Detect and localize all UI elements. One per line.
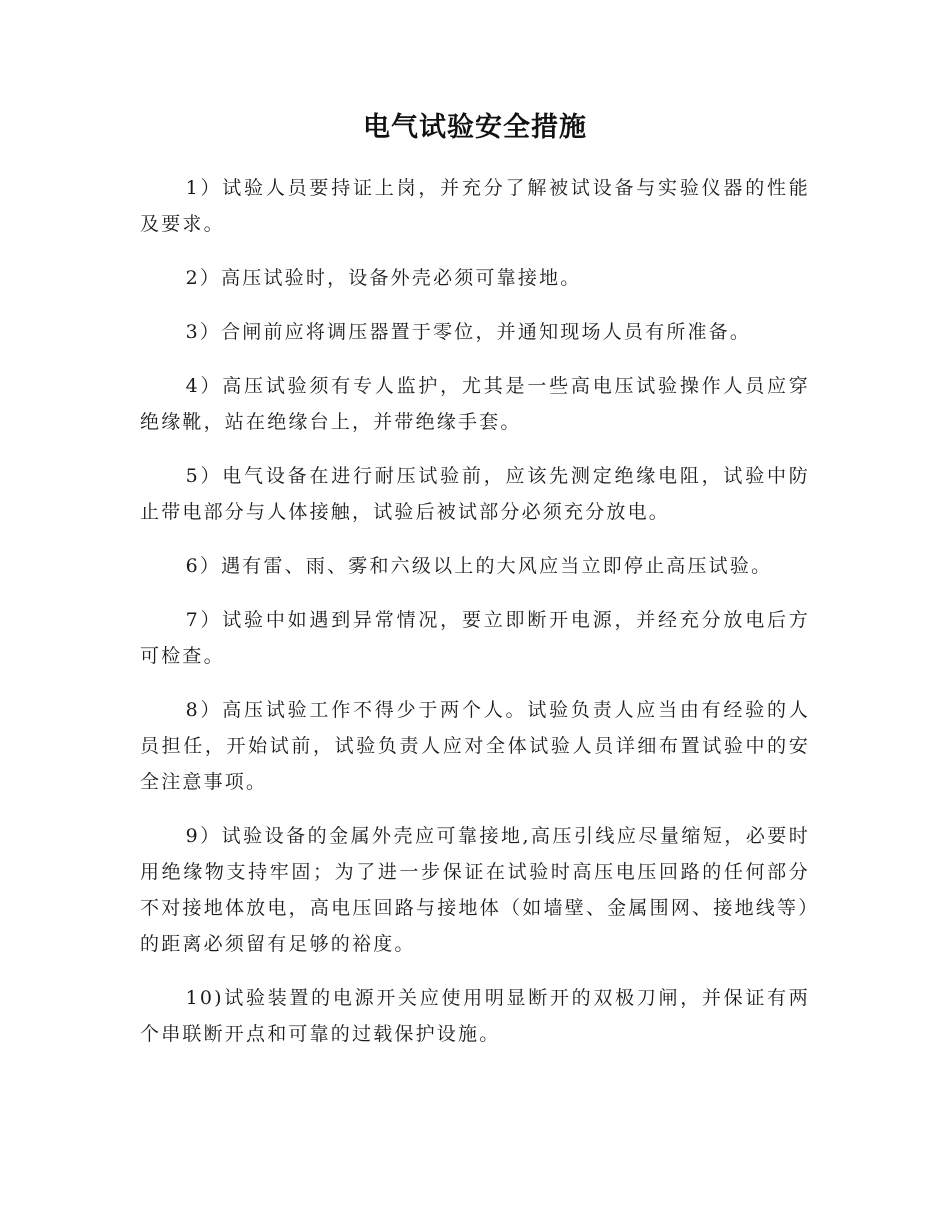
- document-page: [140, 108, 810, 1070]
- document-title: 电气试验安全措施: [363, 112, 587, 143]
- paragraph-4: 4）高压试验须有专人监护，尤其是一些高电压试验操作人员应穿绝缘靴，站在绝缘台上，并带绝缘手套。: [140, 375, 810, 433]
- paragraph-10: 10)试验装置的电源开关应使用明显断开的双极刀闸，并保证有两个串联断开点和可靠的过载保护设施。: [140, 987, 810, 1045]
- paragraph-7: 7）试验中如遇到异常情况，要立即断开电源，并经充分放电后方可检查。: [140, 609, 810, 667]
- paragraph-1: 1）试验人员要持证上岗，并充分了解被试设备与实验仪器的性能及要求。: [140, 177, 810, 235]
- paragraph-8: 8）高压试验工作不得少于两个人。试验负责人应当由有经验的人员担任，开始试前，试验负责人应对全体试验人员详细布置试验中的安全注意事项。: [140, 699, 810, 793]
- paragraph-3: 3）合闸前应将调压器置于零位，并通知现场人员有所准备。: [185, 321, 752, 343]
- paragraph-5: 5）电气设备在进行耐压试验前，应该先测定绝缘电阻，试验中防止带电部分与人体接触，试验后被试部分必须充分放电。: [140, 465, 810, 523]
- paragraph-2: 2）高压试验时，设备外壳必须可靠接地。: [185, 267, 582, 289]
- paragraph-6: 6）遇有雷、雨、雾和六级以上的大风应当立即停止高压试验。: [185, 555, 773, 577]
- paragraph-9: 9）试验设备的金属外壳应可靠接地,高压引线应尽量缩短，必要时用绝缘物支持牢固；为了进一步保证在试验时高压电压回路的任何部分不对接地体放电，高电压回路与接地体（如墙壁、金属围网、接地线等）的距离必须留有足够的裕度。: [140, 825, 810, 955]
